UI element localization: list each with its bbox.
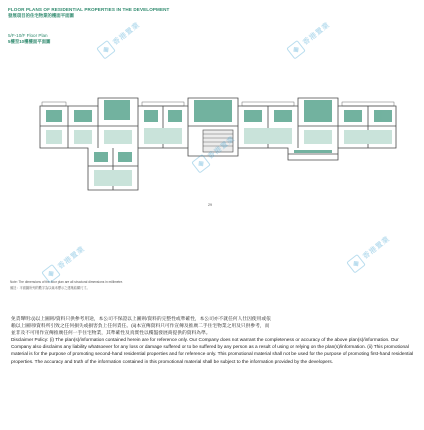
disclaimer-zh-line-3: 並非及不可用作宣傳推廣任何一手住宅物業，其準確性及真實性以樓盤發展商提供的資料為準。 [11, 331, 211, 337]
disclaimer [11, 316, 417, 366]
watermark-mark-icon: ◈ [346, 254, 366, 274]
watermark-text: 香港置業 [302, 21, 332, 47]
note-en: Note: The dimensions of the floor plan are all structural dimensions in millimetre. [10, 280, 124, 284]
watermark-mark-icon: ◈ [41, 264, 61, 284]
watermark-text: 香港置業 [207, 135, 237, 161]
watermark-logo [343, 227, 399, 278]
note-zh: 備註：平面圖所列的數字為以毫米標示之建築結構尺寸。 [10, 286, 90, 290]
section-title-en: FLOOR PLANS OF RESIDENTIAL PROPERTIES IN THE DEVELOPMENT [8, 7, 170, 12]
section-title-zh: 發展項目的住宅物業的樓面平面圖 [8, 13, 74, 18]
watermark-logo [93, 13, 149, 64]
watermark-mark-icon: ◈ [191, 154, 211, 174]
disclaimer-zh-line-1: 免責聲明:(i)以上圖則/資料只供參考用途，本公司不保證以上圖則/資料的完整性或準確性，本公司亦不就任何人仕因使用或依 [11, 317, 271, 322]
disclaimer-en: Disclaimer Policy: (i) The plan(s)/information contained herein are for reference only. Our Company does not warrant the completeness or accuracy of the above plan(s)/information. Our Company also disclaims any liability whatsoever for any loss or damage suffered or to be suffered by any person as a result of using or relying on the plan(s)/information. (ii) This promotional material is for the purpose of promoting second-hand residential properties and for reference only. This promotional material shall not be used for the purpose of promoting first-hand residential properties. The accuracy and truth of the information contained in this promotional material shall be subject to the information provided by the developers. [11, 338, 414, 365]
watermark-logo [283, 13, 339, 64]
floor-label-zh: 5樓至10樓樓面平面圖 [8, 39, 51, 44]
watermark-text: 香港置業 [362, 235, 392, 261]
watermark-text: 香港置業 [57, 245, 87, 271]
page-number: 29 [208, 203, 212, 207]
watermark-text: 香港置業 [112, 21, 142, 47]
disclaimer-zh-line-2: 賴以上圖則/資料所引致之任何損失或損害負上任何責任。(ii)本宣傳資料只可作宣傳及推廣二手住宅物業之用及只供參考，而 [11, 324, 270, 330]
watermark-mark-icon: ◈ [96, 40, 116, 60]
watermark-mark-icon: ◈ [286, 40, 306, 60]
floor-label-en: 5/F-10/F Floor Plan [8, 33, 48, 38]
